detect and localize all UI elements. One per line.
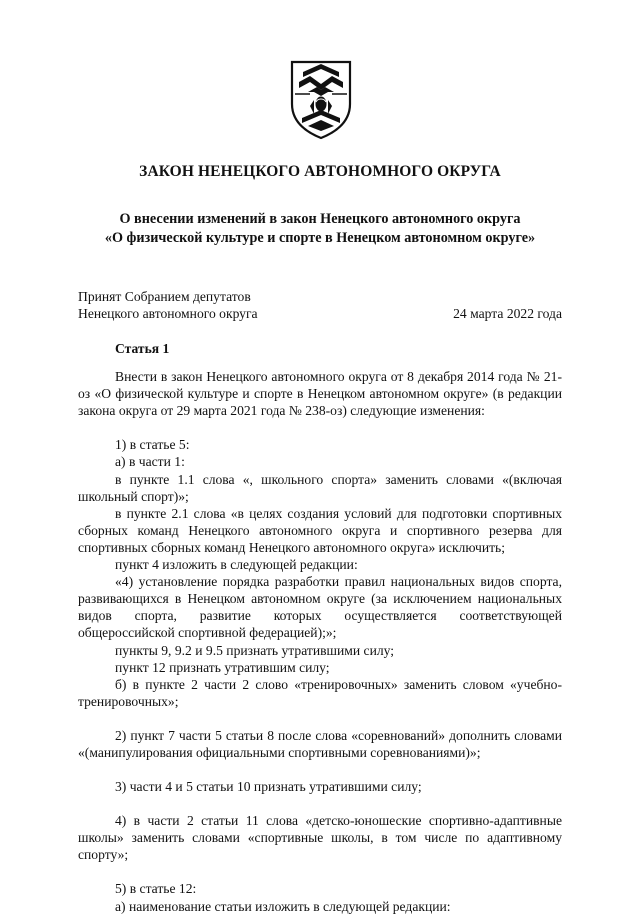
paragraph: а) в части 1: [115,454,185,470]
paragraph: 1) в статье 5: [115,437,190,453]
paragraph: 4) в части 2 статьи 11 слова «детско-юношеские спортивно-адаптивные школы» заменить словами «спортивные школы, в том числе по адаптивному спорту»; [78,813,562,863]
paragraph: в пункте 1.1 слова «, школьного спорта» заменить словами «(включая школьный спорт)»; [78,471,562,504]
adoption-block [78,288,562,322]
subtitle-line-1: О внесении изменений в закон Ненецкого автономного округа [119,211,521,227]
paragraph: пункт 12 признать утратившим силу; [115,659,330,675]
document-title: ЗАКОН НЕНЕЦКОГО АВТОНОМНОГО ОКРУГА [139,163,501,180]
subtitle-line-2: «О физической культуре и спорте в Ненецком автономном округе» [104,230,536,246]
paragraph: «4) установление порядка разработки правил национальных видов спорта, развивающихся в Ненецком автономном округе (за исключением национальных видов спорта, развитие которых осуществляется соответствующей общероссийской спортивной федерацией);»; [78,574,562,641]
paragraph: 2) пункт 7 части 5 статьи 8 после слова «соревнований» дополнить словами «(манипулирования официальными спортивными соревнованиями)»; [78,727,562,760]
paragraph: в пункте 2.1 слова «в целях создания условий для подготовки спортивных сборных команд Ненецкого автономного округа и спортивного резерва для спортивных сборных команд Ненецкого автономного округа» исключить; [78,505,562,555]
document-subtitle [0,210,640,248]
document-body [78,340,562,915]
paragraph: б) в пункте 2 части 2 слово «тренировочных» заменить словом «учебно-тренировочных»; [78,676,562,709]
paragraph-intro: Внести в закон Ненецкого автономного округа от 8 декабря 2014 года № 21-оз «О физической культуре и спорте в Ненецком автономном округе» (в редакции закона округа от 29 марта 2021 года № 238-оз) следующие изменения: [78,369,562,419]
adoption-date: 24 марта 2022 года [453,306,562,321]
adoption-line-1: Принят Собранием депутатов [78,289,251,304]
article-heading: Статья 1 [115,341,170,356]
adoption-line-2: Ненецкого автономного округа [78,306,258,321]
adoption-row [78,305,562,322]
coat-of-arms-icon [288,58,354,140]
paragraph: пункт 4 изложить в следующей редакции: [115,557,358,573]
paragraph: пункты 9, 9.2 и 9.5 признать утратившими силу; [115,642,395,658]
paragraph: а) наименование статьи изложить в следующей редакции: [115,898,451,914]
paragraph: 3) части 4 и 5 статьи 10 признать утратившими силу; [115,779,422,795]
paragraph: 5) в статье 12: [115,881,197,897]
